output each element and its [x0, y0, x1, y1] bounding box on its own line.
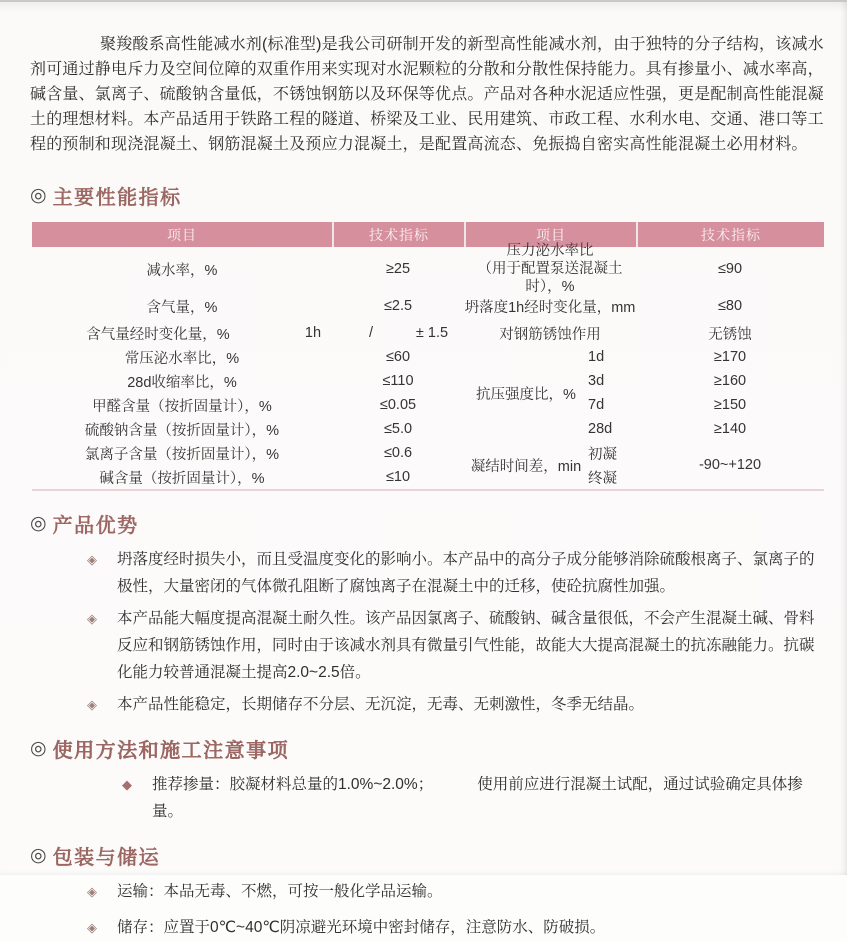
usage-note-text: 使用前应进行混凝土试配，通过试验确定具体掺量。	[152, 776, 803, 820]
packing-list	[30, 878, 825, 941]
table-left-column-group	[32, 247, 464, 489]
section-marker-icon: ◎	[30, 513, 47, 534]
list-item	[30, 605, 825, 686]
table-row	[32, 417, 464, 441]
diamond-bullet-icon: ◈	[87, 884, 97, 899]
section-heading-performance	[30, 181, 825, 210]
row-item-label: 常压泌水率比，%	[124, 350, 240, 367]
row-age-label: 1h	[304, 325, 322, 341]
table-header-item-right: 项目	[464, 222, 636, 247]
age-label: 3d	[588, 373, 605, 389]
row-spec-value: ≥160	[713, 373, 747, 389]
section-title-performance: 主要性能指标	[52, 187, 182, 209]
diamond-bullet-icon: ◈	[87, 611, 97, 626]
transport-text: 运输：本品无毒、不燃，可按一般化学品运输。	[117, 883, 443, 900]
group-age-column	[588, 345, 636, 441]
list-item	[30, 878, 825, 905]
section-heading-usage	[30, 734, 825, 763]
row-item-label: 氯离子含量（按折固量计），%	[84, 446, 280, 463]
list-item	[30, 546, 825, 600]
row-spec-value: ≤10	[385, 469, 411, 485]
table-right-column-group	[464, 243, 824, 489]
table-row	[32, 441, 464, 465]
setting-time-group-row	[464, 441, 824, 489]
section-title-packing: 包装与储运	[52, 847, 161, 869]
intro-paragraph: 聚羧酸系高性能减水剂(标准型)是我公司研制开发的新型高性能减水剂，由于独特的分子结构，该减水剂可通过静电斥力及空间位障的双重作用来实现对水泥颗粒的分散和分散性保持能力。具有掺量小、减水率高，碱含量、氯离子、硫酸钠含量低，不锈蚀钢筋以及环保等优点。产品对各种水泥适应性强，更是配制高性能混凝土的理想材料。本产品适用于铁路工程的隧道、桥梁及工业、民用建筑、市政工程、水利水电、交通、港口等工程的预制和现浇混凝土、钢筋混凝土及预应力混凝土，是配置高流态、免振捣自密实高性能混凝土必用材料。	[30, 36, 824, 153]
row-spec-value: ≤0.6	[383, 445, 413, 461]
row-item-label: 碱含量（按折固量计），%	[99, 470, 265, 487]
table-row	[32, 393, 464, 417]
usage-list	[30, 771, 825, 825]
table-row	[32, 247, 464, 291]
section-marker-icon: ◎	[30, 845, 47, 866]
row-spec-value: ≤2.5	[383, 298, 413, 314]
table-row	[32, 291, 464, 321]
age-label: 1d	[588, 349, 605, 365]
row-item-label: 对钢筋锈蚀作用	[499, 326, 601, 343]
section-marker-icon: ◎	[30, 185, 47, 206]
row-spec-value: ≤0.05	[379, 397, 417, 413]
storage-text: 储存：应置于0℃~40℃阴凉避光环境中密封储存，注意防水、防破损。	[117, 919, 606, 936]
diamond-bullet-icon: ◈	[87, 552, 97, 567]
row-spec-value: 无锈蚀	[708, 326, 752, 343]
row-item-label: 甲醛含量（按折固量计），%	[92, 398, 272, 415]
row-item-label: 减水率，%	[146, 262, 218, 279]
table-row	[464, 321, 824, 345]
diamond-bullet-icon: ◈	[87, 920, 97, 935]
table-row	[32, 465, 464, 489]
row-item-line1: 压力泌水率比	[506, 243, 594, 259]
section-marker-icon: ◎	[30, 738, 47, 759]
age-label: 28d	[588, 421, 613, 437]
advantage-text: 坍落度经时损失小，而且受温度变化的影响小。本产品中的高分子成分能够消除硫酸根离子、氯离子的极性，大量密闭的气体微孔阻断了腐蚀离子在混凝土中的迁移，使砼抗腐性加强。	[117, 551, 815, 595]
row-spec-value: ≤5.0	[383, 421, 413, 437]
row-spec-value: ≥170	[713, 349, 747, 365]
list-item	[30, 771, 825, 825]
diamond-bullet-icon: ◆	[122, 777, 132, 792]
table-header-row	[32, 222, 824, 247]
row-spec-value: ≤60	[385, 349, 411, 365]
row-item-label: 含气量，%	[146, 299, 218, 316]
table-row	[32, 321, 464, 345]
performance-table	[32, 222, 824, 491]
section-title-usage: 使用方法和施工注意事项	[53, 734, 290, 763]
row-item-label: 28d收缩率比，%	[127, 374, 237, 391]
advantage-text: 本产品能大幅度提高混凝土耐久性。该产品因氯离子、硫酸钠、碱含量很低，不会产生混凝土碱、骨料反应和钢筋锈蚀作用，同时由于该减水剂具有微量引气性能，故能大大提高混凝土的抗冻融能力。抗碳化能力较普通混凝土提高2.0~2.5倍。	[117, 610, 815, 681]
row-spec-value: ≥140	[713, 421, 747, 437]
group-item-label: 抗压强度比，%	[476, 386, 576, 403]
table-row	[32, 345, 464, 369]
table-header-spec-left: 技术指标	[332, 222, 464, 247]
row-spec-value: ± 1.5	[415, 325, 449, 341]
group-value-column	[636, 345, 824, 441]
age-label: 终凝	[588, 470, 617, 487]
group-age-column	[588, 441, 636, 489]
age-label: 初凝	[588, 446, 617, 463]
advantages-list	[30, 546, 825, 718]
row-slash-separator: /	[368, 325, 374, 341]
strength-ratio-group-row	[464, 345, 824, 441]
row-spec-value: ≤90	[717, 261, 743, 277]
age-label: 7d	[588, 397, 605, 413]
table-header-spec-right: 技术指标	[636, 222, 824, 247]
table-row	[464, 243, 824, 295]
row-spec-value: ≥25	[385, 261, 411, 277]
diamond-bullet-icon: ◈	[87, 697, 97, 712]
table-row	[464, 291, 824, 321]
section-heading-packing	[30, 841, 825, 870]
row-item-label: 坍落度1h经时变化量，mm	[464, 299, 636, 316]
row-item-label: 含气量经时变化量，%	[86, 326, 230, 343]
row-item-label	[464, 242, 636, 296]
list-item	[30, 914, 825, 941]
row-item-label: 硫酸钠含量（按折固量计），%	[84, 422, 280, 439]
advantage-text: 本产品性能稳定，长期储存不分层、无沉淀，无毒、无刺激性，冬季无结晶。	[117, 696, 645, 713]
table-body	[32, 243, 824, 491]
dosage-text: 推荐掺量：胶凝材料总量的1.0%~2.0%；	[152, 776, 434, 793]
row-spec-value: ≤80	[717, 298, 743, 314]
section-title-advantages: 产品优势	[52, 515, 139, 537]
list-item	[30, 691, 825, 718]
row-spec-value: ≥150	[713, 397, 747, 413]
group-item-label: 凝结时间差，min	[470, 458, 582, 475]
table-row	[32, 369, 464, 393]
row-spec-value: ≤110	[382, 373, 414, 389]
row-spec-value: -90~+120	[698, 457, 762, 473]
row-item-line2: （用于配置泵送混凝土时），%	[477, 261, 623, 295]
usage-text	[152, 771, 825, 825]
section-heading-advantages	[30, 509, 825, 538]
table-header-item-left: 项目	[32, 222, 332, 247]
